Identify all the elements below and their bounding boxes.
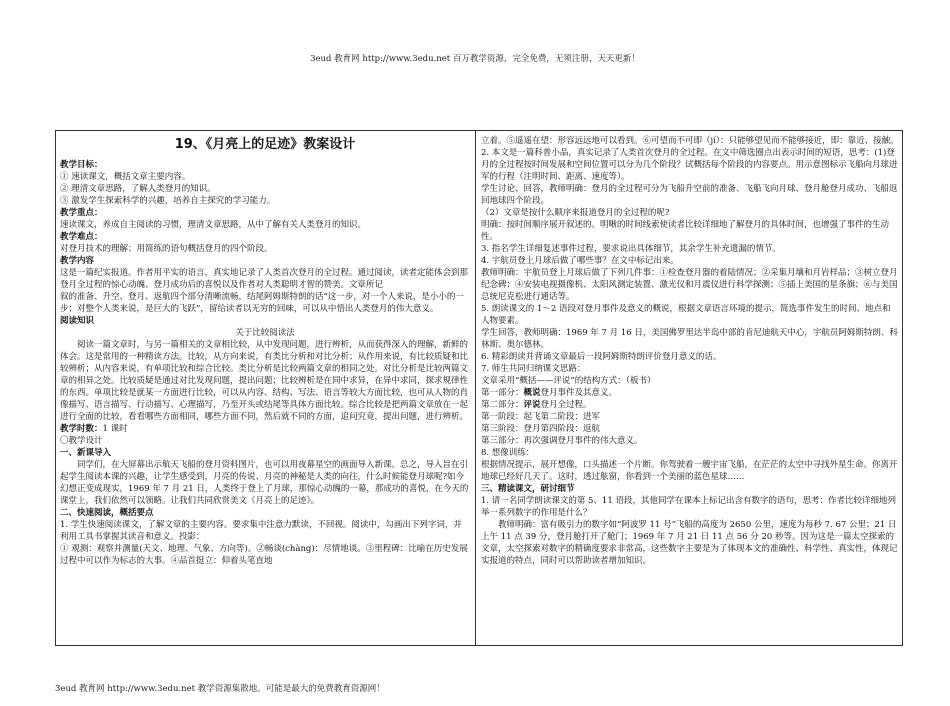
lesson-title: 19、《月亮上的足迹》教案设计 bbox=[174, 137, 356, 152]
paragraph: 文章采用“概括——评说”的结构方式：（板书） bbox=[481, 376, 656, 386]
teaching-time-value: 1 课时 bbox=[102, 424, 128, 434]
board-keyword: 概说 bbox=[523, 388, 541, 398]
section-paragraph: 同学们，在大屏幕出示航天飞船的登月资料图片，也可以用夜幕星空的画面导入新课。总之，导入旨在引起学生阅读本课的兴趣，让学生感受到，月亮的传说、月亮的神秘是人类的向往，什么时候能登月球呢?如今幻想正变成现实，1969 年 7 月 21 日，人类终于登上了月球，那惊心动魄的一幕，那成功的喜悦，在今天的课堂上，我们依然可以领略。让我们共同欣赏美文《月亮上的足迹》。 bbox=[60, 460, 469, 506]
paragraph: 7. 师生共同归纳课文思路： bbox=[481, 364, 586, 374]
goal-item: ③ 激发学生探索科学的兴趣，培养自主探究的学习能力。 bbox=[60, 196, 276, 206]
difficulty-heading: 教学难点： bbox=[60, 232, 103, 242]
teaching-time bbox=[60, 423, 470, 435]
board-prefix: 第一部分： bbox=[481, 388, 524, 398]
section-heading: 三、精读课文，研讨细节 bbox=[481, 484, 575, 494]
paragraph: 明确：按时间顺序展开叙述的。明晰的时间线索使读者比较详细地了解登月的具体时间，也增强了事件的生动性。 bbox=[481, 220, 890, 242]
paragraph: 3. 指名学生详细复述事件过程，要求说出具体细节，其余学生补充遗漏的情节。 bbox=[481, 244, 781, 254]
paragraph: 4. 宇航员登上月球后做了哪些事？在文中标记出来。 bbox=[481, 256, 679, 266]
board-keyword: 评说 bbox=[523, 400, 541, 410]
paragraph: 1. 请一名同学朗读课文的第 5、11 语段，其他同学在课本上标记出含有数字的语句，思考：作者比较详细地列举一系列数字的作用是什么？ bbox=[481, 496, 896, 518]
section-heading: 二、快速阅读，概括要点 bbox=[60, 508, 154, 518]
site-footer: 3eud 教育网 http://www.3edu.net 教学资源集散地。可能是最大的免费教育资源网！ bbox=[55, 684, 385, 694]
reading-paragraph: 阅读一篇文章时，与另一篇相关的文章相比较，从中发现问题，进行辨析，从而获得深入的理解，新鲜的体会。这是常用的一种精读方法。比较，从方向来说，有类比分析和对比分析；从作用来说，有比较质疑和比较辨析；从内容来说，有单项比较和综合比较。类比分析是比较两篇文章的相同之处。对比分析是比较两篇文章的相异之处。比较质疑是通过对比发现问题，提出问题；比较辨析是在同中求异，在异中求同，探求规律性的东西。单项比较是就某一方面进行比较，可以从内容、结构、写法、语言等较大方面比较，也可从人物的肖像描写、语言描写、行动描写、心理描写，乃至开头或结尾等具体方面比较。综合比较是把两篇文章放在一起进行全面的比较，看看哪些方面相同，哪些方面不同，然后就不同的方面，追问究竟，提出问题，进行辨析。 bbox=[60, 340, 469, 422]
section-paragraph: 1. 学生快速阅读课文，了解文章的主要内容。要求集中注意力默读，不回视。阅读中，勾画出下列字词，并利用工具书掌握其读音和意义。投影： bbox=[60, 520, 462, 542]
column-divider bbox=[475, 131, 476, 645]
left-column bbox=[60, 135, 470, 641]
paragraph: 教师明确：宇航员登上月球后做了下列几件事：①检查登月器的着陆情况；②采集月壤和月岩样品；③树立登月纪念碑；④安装电视摄像机、太阳风测定装置、激光仪和月震仪进行科学探测；⑤插上美国的星条旗；⑥与美国总统尼克松进行通话等。 bbox=[481, 268, 898, 302]
paragraph: 根据情况提示，展开想像，口头描述一个片断。你驾驶着一艘宇宙飞船，在茫茫的太空中寻找外星生命。你离开地球已经好几天了。这时，透过舷窗，你看到一个美丽的蓝色星球…… bbox=[481, 460, 898, 482]
goal-item: ① 速读课文，概括文章主要内容。 bbox=[60, 172, 191, 182]
content-paragraph: 叙的准备、升空、登月、返航四个部分清晰流畅，结尾阿姆斯特朗的话“这一步，对一个人来说，是小小的一步；对整个人类来说，是巨大的飞跃”，留给读者以无穷的回味，可以从中悟出人类登月的伟大意义。 bbox=[60, 292, 464, 314]
teaching-time-label: 教学时数： bbox=[60, 424, 103, 434]
reading-knowledge-heading: 阅读知识 bbox=[60, 316, 95, 326]
reading-subtitle: 关于比较阅读法 bbox=[235, 328, 295, 338]
paragraph: 5. 朗读课文的 1～2 语段对登月事件及意义的概说，根据文章语言环境的提示，简选事件发生的时间、地点和人物要素。 bbox=[481, 304, 891, 326]
board-line: 第一阶段：起飞第二阶段：进军 bbox=[481, 412, 601, 422]
board-line: 第三阶段：登月第四阶段：返航 bbox=[481, 424, 601, 434]
difficulty-text: 对登月技术的理解；用简练的语句概括登月的四个阶段。 bbox=[60, 244, 273, 254]
goal-item: ② 理清文章思路，了解人类登月的知识。 bbox=[60, 184, 216, 194]
site-header: 3eud 教育网 http://www.3edu.net 百万教学资源，完全免费，无须注册，天天更新！ bbox=[310, 54, 640, 64]
right-column bbox=[481, 135, 899, 641]
board-suffix: 登月事件及其意义。 bbox=[540, 388, 618, 398]
key-points-heading: 教学重点： bbox=[60, 208, 103, 218]
design-label: 〇教学设计 bbox=[60, 436, 103, 446]
paragraph: 学生回答，教师明确：1969 年 7 月 16 日，美国佛罗里达半岛中部的肯尼迪航天中心，宇航员阿姆斯特朗、科林斯、奥尔德林。 bbox=[481, 328, 898, 350]
document-page bbox=[55, 130, 903, 646]
board-suffix: 登月全过程。 bbox=[540, 400, 592, 410]
paragraph: 8. 想像训练： bbox=[481, 448, 535, 458]
board-line bbox=[481, 387, 899, 399]
paragraph: 学生讨论、回答，教师明确：登月的全过程可分为飞船升空前的准备、飞船飞向月球、登月舱登月成功、飞船返回地球四个阶段。 bbox=[481, 184, 898, 206]
board-line: 第三部分：再次强调登月事件的伟大意义。 bbox=[481, 436, 643, 446]
content-heading: 教学内容 bbox=[60, 256, 95, 266]
section-heading: 一、新课导入 bbox=[60, 448, 112, 458]
paragraph: 6. 精彩朗读并背诵文章最后一段阿姆斯特朗评价登月意义的话。 bbox=[481, 352, 722, 362]
board-prefix: 第二部分： bbox=[481, 400, 524, 410]
paragraph: 教师明确：富有吸引力的数字如“阿波罗 11 号”飞船的高度为 2650 公里，速度为每秒 7. 67 公里；21 日上午 11 点 39 分，登月舱打开了舱门；1969 年 7 月 21 日 11 点 56 分 20 秒等。因为这是一篇太空探索的文章，太空探索对数字的精确度要求非常高，这些数字主要是为了体现本文的准确性、科学性、真实性，体现记实报道的特点，同时可以帮助读者增加知识。 bbox=[481, 520, 898, 566]
goals-heading: 教学目标： bbox=[60, 160, 103, 170]
key-points-text: 速读课文，养成自主阅读的习惯，理清文章思路，从中了解有关人类登月的知识。 bbox=[60, 220, 367, 230]
paragraph: 2. 本文是一篇科普小品，真实记录了人类首次登月的全过程。在文中筛选圈点出表示时间的短语，思考：(1)登月的全过程按时间发展和空间位置可以分为几个阶段？试概括每个阶段的内容要点。用示意图标示飞船向月球进军的行程（注明时间、距离、速度等）。 bbox=[481, 148, 898, 182]
content-paragraph: 这是一篇纪实报道。作者用平实的语言，真实地记录了人类首次登月的全过程。通过阅读，读者定能体会到那登月全过程的惊心动魄、登月成功后的喜悦以及作者对人类聪明才智的赞美。文章所记 bbox=[60, 268, 469, 290]
board-line bbox=[481, 399, 899, 411]
vocabulary-paragraph: ① 观测：观察并测量(天文、地理、气象、方向等)。②畅谈(chàng)：尽情地谈。③里程碑：比喻在历史发展过程中可以作为标志的大事。④品首挺立：仰着头笔直地 bbox=[60, 544, 468, 566]
paragraph: 立着。⑤遥遥在望：形容远远地可以看到。⑥可望而不可即（jí）：只能够望见而不能够接近，即：靠近、接触。 bbox=[481, 136, 899, 146]
paragraph: （2）文章是按什么顺序来报道登月的全过程的呢? bbox=[481, 208, 670, 218]
